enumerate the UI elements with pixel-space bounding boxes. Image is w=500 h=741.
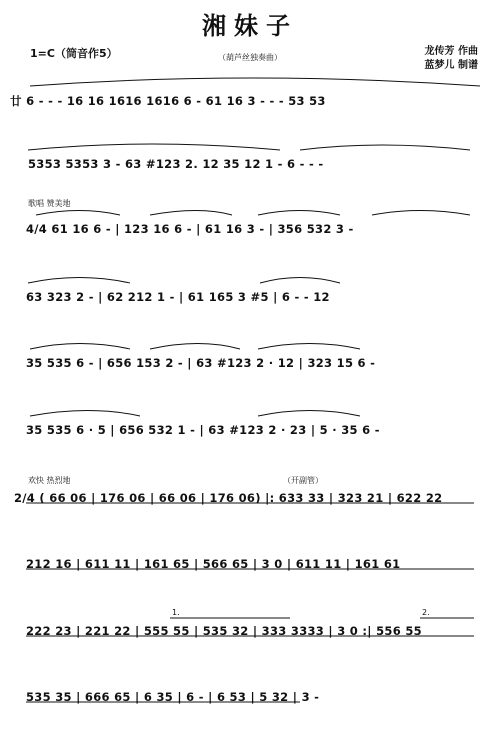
slur-row-5c xyxy=(258,344,360,350)
slur-row-4a xyxy=(28,278,130,284)
slur-row-4b xyxy=(260,278,340,284)
score-row-9: 222 23 | 221 22 | 555 55 | 535 32 | 333 3333 | 3 0 :| 556 55 xyxy=(26,624,422,638)
slur-row-2b xyxy=(300,145,470,150)
score-row-1: 廿 6 - - - 16 16 1616 1616 6 - 61 16 3 - - - 53 53 xyxy=(10,94,326,108)
slur-row-2a xyxy=(28,144,280,150)
tempo-mark-lively: 欢快 热烈地 xyxy=(28,476,71,485)
score-row-10: 535 35 | 666 65 | 6 35 | 6 - | 6 53 | 5 32 | 3 - xyxy=(26,690,320,704)
slur-row-3c xyxy=(258,211,340,216)
slur-row-1 xyxy=(30,78,480,86)
score-row-6: 35 535 6 · 5 | 656 532 1 - | 63 #123 2 · 23 | 5 · 35 6 - xyxy=(26,423,380,437)
composer-credit: 龙传芳 作曲 xyxy=(424,46,478,57)
slur-row-5b xyxy=(150,344,240,350)
slur-row-3a xyxy=(36,211,120,216)
key-signature: 1=C（筒音作5） xyxy=(30,47,118,60)
slur-row-3b xyxy=(150,211,232,216)
slur-row-3d xyxy=(372,211,470,216)
score-row-2: 5353 5353 3 - 63 #123 2. 12 35 12 1 - 6 - - - xyxy=(28,157,324,171)
second-ending-mark: 2. xyxy=(422,608,430,617)
slur-row-6a xyxy=(30,411,140,417)
slur-row-6b xyxy=(258,411,360,417)
tempo-mark-singing: 歌唱 赞美地 xyxy=(28,199,71,208)
first-ending-mark: 1. xyxy=(172,608,180,617)
score-row-4: 63 323 2 - | 62 212 1 - | 61 165 3 #5 | 6 - - 12 xyxy=(26,290,330,304)
slur-row-5a xyxy=(30,344,130,350)
score-row-3: 4/4 61 16 6 - | 123 16 6 - | 61 16 3 - | 356 532 3 - xyxy=(26,222,354,236)
page-title: 湘妹子 xyxy=(202,12,298,40)
score-row-5: 35 535 6 - | 656 153 2 - | 63 #123 2 · 12 | 323 15 6 - xyxy=(26,356,376,370)
subtitle: （葫芦丝独奏曲） xyxy=(218,53,282,62)
open-tube-mark: （开副管） xyxy=(283,476,323,485)
score-row-8: 212 16 | 611 11 | 161 65 | 566 65 | 3 0 | 611 11 | 161 61 xyxy=(26,557,401,571)
arranger-credit: 蓝梦儿 制谱 xyxy=(424,60,478,71)
score-row-7: 2/4 ( 66 06 | 176 06 | 66 06 | 176 06) |: 633 33 | 323 21 | 622 22 xyxy=(14,491,443,505)
